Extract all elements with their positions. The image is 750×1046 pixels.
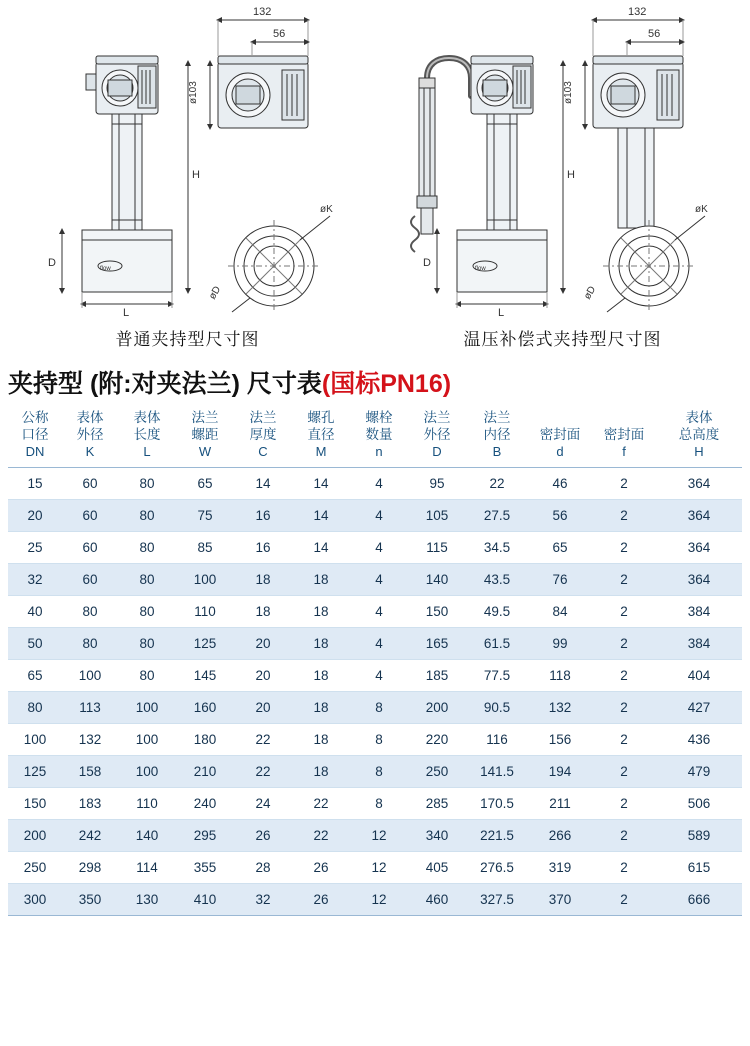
cell-k: 298 <box>62 852 118 884</box>
cell-dn: 20 <box>8 500 62 532</box>
cell-m: 22 <box>292 820 350 852</box>
cell-c: 22 <box>234 756 292 788</box>
cell-h: 364 <box>656 500 742 532</box>
cell-c: 24 <box>234 788 292 820</box>
cell-seal-d: 156 <box>528 724 592 756</box>
cell-h: 666 <box>656 884 742 916</box>
cell-seal-f: 2 <box>592 852 656 884</box>
cell-dn: 80 <box>8 692 62 724</box>
cell-dn: 15 <box>8 468 62 500</box>
cell-b: 327.5 <box>466 884 528 916</box>
cell-w: 110 <box>176 596 234 628</box>
cell-m: 18 <box>292 628 350 660</box>
cell-b: 27.5 <box>466 500 528 532</box>
cell-b: 49.5 <box>466 596 528 628</box>
cell-h: 436 <box>656 724 742 756</box>
cell-seal-d: 118 <box>528 660 592 692</box>
cell-h: 384 <box>656 628 742 660</box>
cell-seal-f: 2 <box>592 756 656 788</box>
cell-c: 16 <box>234 500 292 532</box>
cell-k: 60 <box>62 532 118 564</box>
cell-n: 12 <box>350 884 408 916</box>
cell-seal-f: 2 <box>592 724 656 756</box>
cell-b: 141.5 <box>466 756 528 788</box>
cell-seal-d: 194 <box>528 756 592 788</box>
svg-text:flow: flow <box>475 266 486 272</box>
cell-n: 4 <box>350 628 408 660</box>
cell-h: 427 <box>656 692 742 724</box>
cell-d: 405 <box>408 852 466 884</box>
header-k: 表体 外径 K <box>62 404 118 468</box>
cell-dn: 25 <box>8 532 62 564</box>
cell-m: 26 <box>292 884 350 916</box>
cell-b: 43.5 <box>466 564 528 596</box>
cell-d: 460 <box>408 884 466 916</box>
svg-text:D: D <box>423 257 431 269</box>
header-m: 螺孔 直径 M <box>292 404 350 468</box>
cell-dn: 125 <box>8 756 62 788</box>
svg-text:øK: øK <box>695 204 708 215</box>
cell-w: 295 <box>176 820 234 852</box>
cell-c: 20 <box>234 692 292 724</box>
cell-n: 4 <box>350 596 408 628</box>
cell-h: 384 <box>656 596 742 628</box>
cell-k: 242 <box>62 820 118 852</box>
cell-m: 18 <box>292 692 350 724</box>
cell-n: 8 <box>350 692 408 724</box>
table-row <box>8 820 742 852</box>
cell-h: 506 <box>656 788 742 820</box>
cell-c: 28 <box>234 852 292 884</box>
table-row <box>8 628 742 660</box>
header-n: 螺栓 数量 n <box>350 404 408 468</box>
cell-dn: 150 <box>8 788 62 820</box>
cell-m: 14 <box>292 468 350 500</box>
cell-seal-d: 99 <box>528 628 592 660</box>
svg-text:ø103: ø103 <box>188 81 199 104</box>
cell-seal-d: 132 <box>528 692 592 724</box>
cell-l: 80 <box>118 500 176 532</box>
cell-n: 4 <box>350 564 408 596</box>
cell-h: 615 <box>656 852 742 884</box>
cell-w: 85 <box>176 532 234 564</box>
cell-w: 160 <box>176 692 234 724</box>
cell-c: 16 <box>234 532 292 564</box>
cell-dn: 250 <box>8 852 62 884</box>
table-row <box>8 564 742 596</box>
cell-n: 4 <box>350 500 408 532</box>
svg-text:H: H <box>192 169 200 181</box>
cell-b: 77.5 <box>466 660 528 692</box>
cell-b: 170.5 <box>466 788 528 820</box>
svg-text:ø103: ø103 <box>563 81 574 104</box>
cell-seal-f: 2 <box>592 820 656 852</box>
cell-seal-f: 2 <box>592 468 656 500</box>
cell-d: 165 <box>408 628 466 660</box>
cell-seal-f: 2 <box>592 660 656 692</box>
cell-k: 132 <box>62 724 118 756</box>
cell-seal-f: 2 <box>592 596 656 628</box>
cell-k: 100 <box>62 660 118 692</box>
table-row <box>8 500 742 532</box>
diagram-temp-pressure-comp-clamp-caption: 温压补偿式夹持型尺寸图 <box>463 330 662 349</box>
cell-seal-d: 266 <box>528 820 592 852</box>
cell-m: 18 <box>292 756 350 788</box>
table-row <box>8 852 742 884</box>
svg-text:132: 132 <box>253 6 272 18</box>
svg-text:flow: flow <box>100 266 111 272</box>
cell-dn: 200 <box>8 820 62 852</box>
svg-text:øD: øD <box>207 284 224 302</box>
page-title <box>8 364 750 400</box>
cell-m: 22 <box>292 788 350 820</box>
header-c: 法兰 厚度 C <box>234 404 292 468</box>
diagram-temp-pressure-comp-clamp <box>375 0 750 358</box>
table-row <box>8 660 742 692</box>
cell-l: 110 <box>118 788 176 820</box>
svg-text:D: D <box>48 257 56 269</box>
cell-k: 60 <box>62 564 118 596</box>
cell-seal-d: 46 <box>528 468 592 500</box>
table-row <box>8 724 742 756</box>
cell-w: 355 <box>176 852 234 884</box>
cell-k: 350 <box>62 884 118 916</box>
cell-d: 220 <box>408 724 466 756</box>
cell-d: 140 <box>408 564 466 596</box>
cell-seal-f: 2 <box>592 884 656 916</box>
cell-k: 80 <box>62 596 118 628</box>
cell-seal-f: 2 <box>592 564 656 596</box>
cell-b: 276.5 <box>466 852 528 884</box>
header-l: 表体 长度 L <box>118 404 176 468</box>
header-d: 法兰 外径 D <box>408 404 466 468</box>
cell-w: 210 <box>176 756 234 788</box>
cell-k: 183 <box>62 788 118 820</box>
cell-c: 18 <box>234 596 292 628</box>
cell-d: 340 <box>408 820 466 852</box>
cell-l: 100 <box>118 724 176 756</box>
cell-n: 4 <box>350 660 408 692</box>
cell-l: 80 <box>118 468 176 500</box>
cell-k: 158 <box>62 756 118 788</box>
cell-n: 8 <box>350 788 408 820</box>
header-dn: 公称 口径 DN <box>8 404 62 468</box>
cell-l: 80 <box>118 564 176 596</box>
cell-m: 18 <box>292 660 350 692</box>
cell-k: 60 <box>62 468 118 500</box>
table-row <box>8 596 742 628</box>
cell-dn: 100 <box>8 724 62 756</box>
cell-l: 100 <box>118 756 176 788</box>
cell-w: 180 <box>176 724 234 756</box>
page-title-main: 夹持型 (附:对夹法兰) 尺寸表 <box>8 370 322 398</box>
table-row <box>8 756 742 788</box>
header-h: 表体 总高度 H <box>656 404 742 468</box>
header-b: 法兰 内径 B <box>466 404 528 468</box>
cell-d: 95 <box>408 468 466 500</box>
cell-h: 589 <box>656 820 742 852</box>
spec-table-body <box>8 468 742 916</box>
cell-seal-d: 319 <box>528 852 592 884</box>
spec-table-header-row <box>8 404 742 468</box>
cell-b: 221.5 <box>466 820 528 852</box>
cell-seal-f: 2 <box>592 788 656 820</box>
cell-d: 250 <box>408 756 466 788</box>
cell-l: 80 <box>118 596 176 628</box>
cell-k: 80 <box>62 628 118 660</box>
table-row <box>8 788 742 820</box>
cell-seal-d: 56 <box>528 500 592 532</box>
svg-text:56: 56 <box>273 28 286 40</box>
cell-w: 145 <box>176 660 234 692</box>
cell-c: 18 <box>234 564 292 596</box>
cell-w: 65 <box>176 468 234 500</box>
cell-seal-d: 370 <box>528 884 592 916</box>
table-row <box>8 692 742 724</box>
cell-dn: 40 <box>8 596 62 628</box>
svg-text:L: L <box>123 307 130 319</box>
cell-b: 90.5 <box>466 692 528 724</box>
cell-l: 100 <box>118 692 176 724</box>
cell-dn: 300 <box>8 884 62 916</box>
svg-text:H: H <box>567 169 575 181</box>
svg-text:56: 56 <box>648 28 661 40</box>
cell-n: 4 <box>350 532 408 564</box>
cell-n: 12 <box>350 820 408 852</box>
page-title-accent: (国标PN16) <box>321 370 452 398</box>
cell-dn: 32 <box>8 564 62 596</box>
diagram-standard-clamp <box>0 0 375 358</box>
cell-l: 80 <box>118 532 176 564</box>
cell-m: 26 <box>292 852 350 884</box>
cell-n: 4 <box>350 468 408 500</box>
spec-table-head <box>8 404 742 468</box>
cell-m: 18 <box>292 596 350 628</box>
cell-d: 150 <box>408 596 466 628</box>
cell-n: 8 <box>350 724 408 756</box>
svg-text:øD: øD <box>582 284 599 302</box>
cell-c: 32 <box>234 884 292 916</box>
cell-k: 113 <box>62 692 118 724</box>
table-row <box>8 468 742 500</box>
cell-seal-d: 211 <box>528 788 592 820</box>
cell-l: 80 <box>118 660 176 692</box>
cell-l: 80 <box>118 628 176 660</box>
cell-c: 14 <box>234 468 292 500</box>
cell-b: 22 <box>466 468 528 500</box>
cell-h: 404 <box>656 660 742 692</box>
cell-d: 285 <box>408 788 466 820</box>
svg-text:132: 132 <box>628 6 647 18</box>
cell-seal-f: 2 <box>592 692 656 724</box>
cell-d: 200 <box>408 692 466 724</box>
cell-w: 125 <box>176 628 234 660</box>
cell-w: 75 <box>176 500 234 532</box>
cell-d: 105 <box>408 500 466 532</box>
cell-h: 479 <box>656 756 742 788</box>
cell-w: 240 <box>176 788 234 820</box>
cell-m: 14 <box>292 500 350 532</box>
cell-m: 18 <box>292 564 350 596</box>
cell-h: 364 <box>656 468 742 500</box>
cell-b: 61.5 <box>466 628 528 660</box>
cell-dn: 65 <box>8 660 62 692</box>
header-seal-f: 密封面 f <box>592 404 656 468</box>
cell-k: 60 <box>62 500 118 532</box>
svg-text:L: L <box>498 307 505 319</box>
svg-text:øK: øK <box>320 204 333 215</box>
diagram-standard-clamp-drawing <box>0 0 375 358</box>
cell-c: 26 <box>234 820 292 852</box>
cell-d: 115 <box>408 532 466 564</box>
cell-c: 20 <box>234 660 292 692</box>
cell-l: 130 <box>118 884 176 916</box>
cell-h: 364 <box>656 532 742 564</box>
cell-seal-d: 76 <box>528 564 592 596</box>
cell-n: 12 <box>350 852 408 884</box>
diagram-standard-clamp-caption: 普通夹持型尺寸图 <box>115 330 260 349</box>
cell-seal-f: 2 <box>592 532 656 564</box>
cell-seal-d: 84 <box>528 596 592 628</box>
cell-b: 116 <box>466 724 528 756</box>
table-row <box>8 884 742 916</box>
cell-c: 20 <box>234 628 292 660</box>
cell-h: 364 <box>656 564 742 596</box>
cell-seal-f: 2 <box>592 628 656 660</box>
header-w: 法兰 螺距 W <box>176 404 234 468</box>
cell-m: 14 <box>292 532 350 564</box>
diagram-area <box>0 0 750 358</box>
cell-d: 185 <box>408 660 466 692</box>
spec-table <box>8 404 742 916</box>
table-row <box>8 532 742 564</box>
cell-w: 410 <box>176 884 234 916</box>
cell-b: 34.5 <box>466 532 528 564</box>
cell-seal-d: 65 <box>528 532 592 564</box>
cell-dn: 50 <box>8 628 62 660</box>
cell-l: 140 <box>118 820 176 852</box>
cell-c: 22 <box>234 724 292 756</box>
cell-m: 18 <box>292 724 350 756</box>
cell-n: 8 <box>350 756 408 788</box>
diagram-temp-pressure-comp-clamp-drawing <box>375 0 750 358</box>
header-seal-d: 密封面 d <box>528 404 592 468</box>
cell-w: 100 <box>176 564 234 596</box>
cell-l: 114 <box>118 852 176 884</box>
cell-seal-f: 2 <box>592 500 656 532</box>
